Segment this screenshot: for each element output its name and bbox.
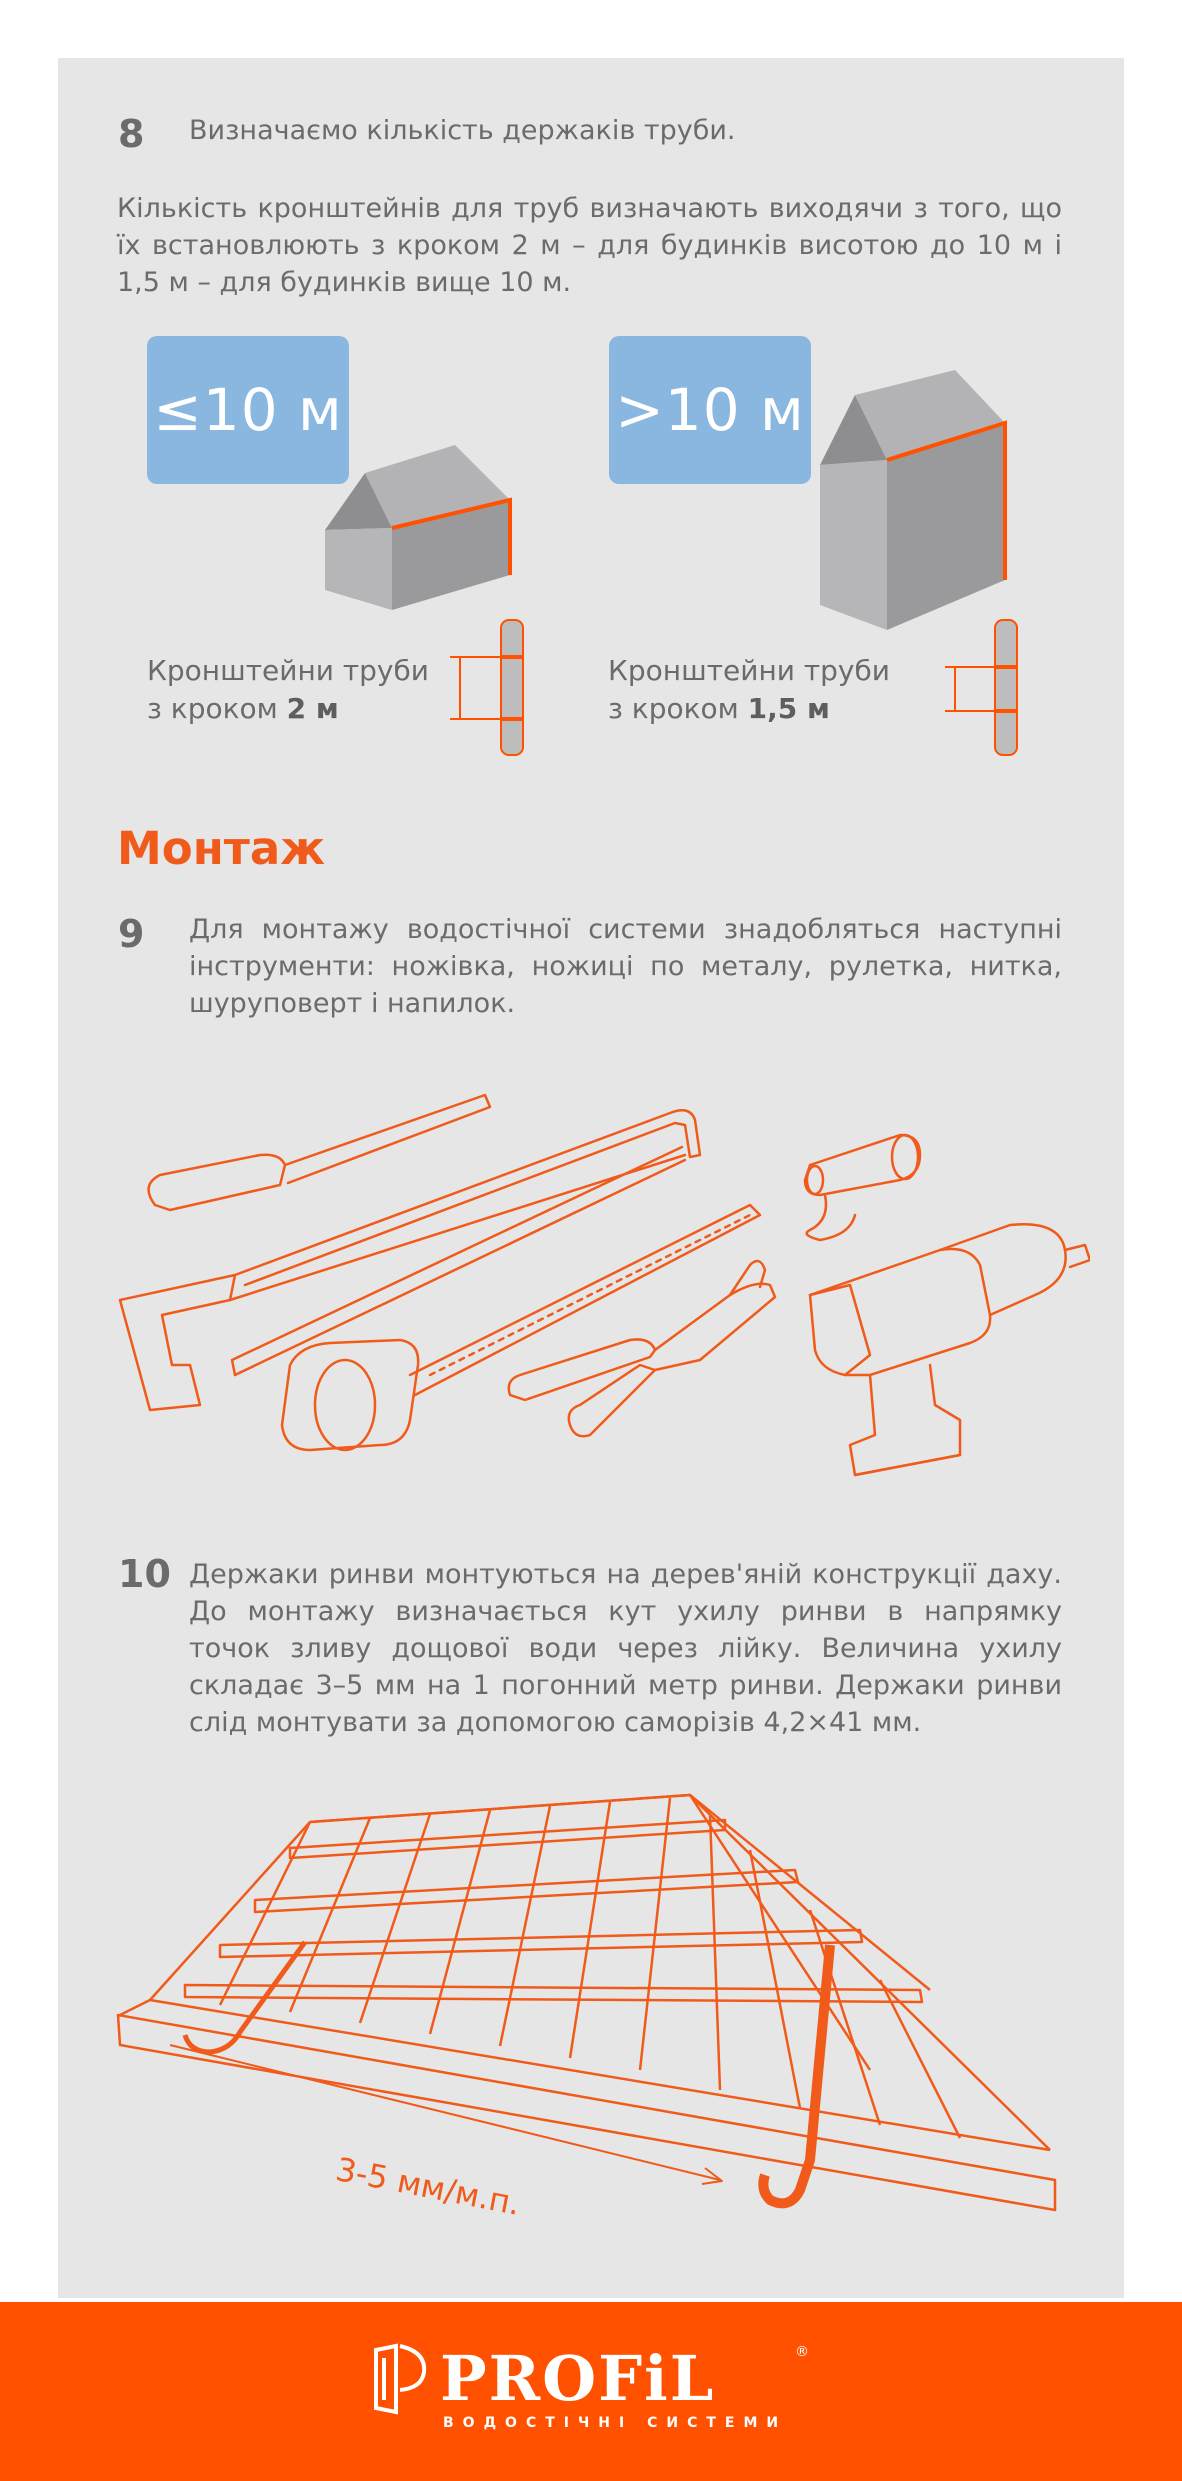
slope-arrow [170,2045,720,2180]
brand-name: PROFiL [440,2342,716,2415]
height-badge-low: ≤10 м [147,336,349,484]
string-roll-icon [805,1135,920,1240]
caption-high-step: 1,5 м [747,692,830,725]
step-9-number: 9 [118,912,145,956]
caption-high-line2 [608,690,890,728]
drill-icon [810,1224,1090,1475]
fascia-board [118,2015,1055,2210]
house-low-illustration [320,440,530,630]
brand-subtitle: ВОДОСТІЧНІ СИСТЕМИ [443,2415,788,2431]
step-9-text: Для монтажу водостічної системи знадобляться наступні інструменти: ножівка, ножиці по металу, рулетка, нитка, шуруповерт і напилок. [189,914,1062,1019]
hacksaw-icon [120,1110,700,1410]
caption-high-line1: Кронштейни труби [608,654,890,687]
step-10-number: 10 [118,1552,171,1596]
footer-bar [0,2302,1182,2481]
brand-registered: ® [795,2344,809,2360]
caption-low-line2 [147,690,429,728]
step-8-number: 8 [118,112,145,156]
profil-logo-icon [366,2342,430,2418]
caption-low-line1: Кронштейни труби [147,654,429,687]
snips-icon [509,1261,775,1436]
tools-illustration [110,1075,1090,1495]
caption-high-prefix: з кроком [608,692,748,725]
step-8-title: Визначаємо кількість держаків труби. [189,115,736,146]
roof-illustration [110,1790,1070,2280]
caption-low-prefix: з кроком [147,692,287,725]
house-high-illustration [815,365,1015,635]
height-badge-high: >10 м [609,336,811,484]
caption-low [147,652,429,728]
step-10-text: Держаки ринви монтуються на дерев'яній конструкції даху. До монтажу визначається кут ухилу ринви в напрямку точок зливу дощової води через лійку. Величина ухилу складає 3–5 мм на 1 погонний метр ринви. Держаки ринви слід монтувати за допомогою саморізів 4,2×41 мм. [189,1559,1062,1738]
slope-label: 3-5 мм/м.п. [332,2150,524,2223]
tape-measure-icon [282,1205,760,1450]
pipe-low-illustration [445,615,540,760]
caption-high [608,652,890,728]
file-icon [149,1095,490,1210]
step-8-text: Кількість кронштейнів для труб визначають виходячи з того, що їх встановлюють з кроком 2 м – для будинків висотою до 10 м і 1,5 м – для будинків вище 10 м. [117,193,1062,298]
caption-low-step: 2 м [286,692,339,725]
section-title-montage: Монтаж [117,822,326,875]
pipe-high-illustration [930,615,1025,760]
